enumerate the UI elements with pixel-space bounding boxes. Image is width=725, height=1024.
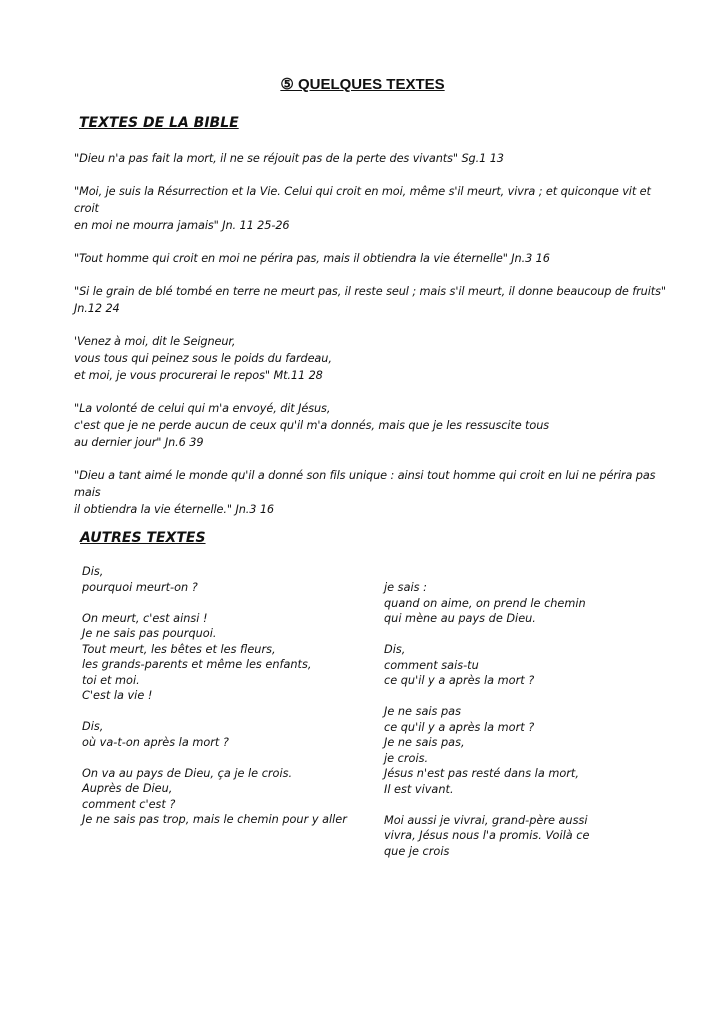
poem-right-column [384,580,589,859]
poem-line: je sais : [384,581,427,594]
poem-line: toi et moi. [82,673,140,687]
poem-line: Je ne sais pas pourquoi. [82,627,217,640]
poem-line: ce qu'il y a après la mort ? [384,720,535,734]
poem-line: ce qu'il y a après la mort ? [384,674,535,687]
poem-line: Dis, [82,565,104,578]
bible-quote: "Si le grain de blé tombé en terre ne meurt pas, il reste seul ; mais s'il meurt, il donne beaucoup de fruits" Jn.12 24 [74,285,666,315]
poem-line: Je ne sais pas trop, mais le chemin pour y aller [82,813,347,826]
poem-line: Dis, [384,643,406,656]
poem-line: Auprès de Dieu, [82,782,173,795]
poem-line: Il est vivant. [384,782,454,796]
bible-quote: "Moi, je suis la Résurrection et la Vie. Celui qui croit en moi, même s'il meurt, vivra ; et quiconque vit et croit en moi ne mourra jamais" Jn. 11 25-26 [74,185,651,232]
poem-line: On va au pays de Dieu, ça je le crois. [82,766,293,780]
poem-line: vivra, Jésus nous l'a promis. Voilà ce [384,829,590,842]
poem-line [82,750,347,766]
bible-section-heading: TEXTES DE LA BIBLE [79,115,239,131]
poem-line: On meurt, c'est ainsi ! [82,611,208,625]
poem-line: comment c'est ? [82,797,176,811]
poem-line: je crois. [384,751,429,765]
poem-line [384,797,589,813]
poem-line: comment sais-tu [384,658,479,672]
poem-line [82,704,347,720]
poem-line: qui mène au pays de Dieu. [384,612,536,625]
bible-quote: "Dieu a tant aimé le monde qu'il a donné son fils unique : ainsi tout homme qui croit en lui ne périra pas mais il obtiendra la vie éternelle." Jn.3 16 [74,469,656,516]
poem-line [384,627,589,643]
poem-line: pourquoi meurt-on ? [82,580,198,594]
poem-line: Tout meurt, les bêtes et les fleurs, [82,642,276,656]
other-section-heading: AUTRES TEXTES [80,530,206,546]
poem-line [82,595,347,611]
poem-line: où va-t-on après la mort ? [82,735,229,749]
poem-line: Moi aussi je vivrai, grand-père aussi [384,813,588,827]
poem-line: Jésus n'est pas resté dans la mort, [384,767,579,780]
poem-line: Je ne sais pas [384,705,461,718]
poem-line: Je ne sais pas, [384,736,465,749]
page-title: ⑤ QUELQUES TEXTES [280,76,445,93]
poem-line: que je crois [384,844,450,858]
poem-line: les grands-parents et même les enfants, [82,658,312,671]
poem-line: quand on aime, on prend le chemin [384,596,586,610]
poem-line: Dis, [82,720,104,733]
bible-quote: "La volonté de celui qui m'a envoyé, dit Jésus, c'est que je ne perde aucun de ceux qu'il m'a donnés, mais que je les ressuscite tous au dernier jour" Jn.6 39 [74,402,550,449]
poem-line: C'est la vie ! [82,689,153,702]
poem-line [384,689,589,705]
bible-quote: "Dieu n'a pas fait la mort, il ne se réjouit pas de la perte des vivants" Sg.1 13 [74,152,504,165]
bible-quote: "Tout homme qui croit en moi ne périra pas, mais il obtiendra la vie éternelle" Jn.3 16 [74,252,550,265]
poem-left-column [82,564,347,828]
bible-quotes [74,150,674,534]
bible-quote: 'Venez à moi, dit le Seigneur, vous tous qui peinez sous le poids du fardeau, et moi, je vous procurerai le repos" Mt.11 28 [74,335,332,382]
